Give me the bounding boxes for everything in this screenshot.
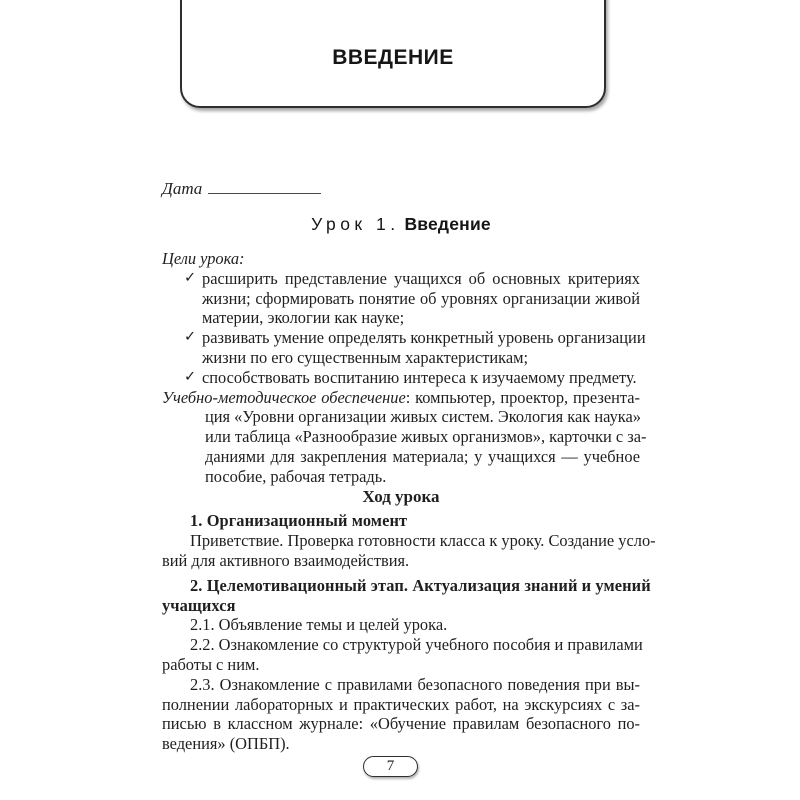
text-line: учащихся xyxy=(162,595,236,615)
page-number: 7 xyxy=(386,758,395,774)
checkmark-icon: ✓ xyxy=(184,329,197,346)
text-line: жизни; сформировать понятие об уровнях организации живой xyxy=(202,288,640,308)
page-number-pill xyxy=(363,756,418,777)
stage-2-3-paragraph xyxy=(162,675,640,754)
chapter-title: ВВЕДЕНИЕ xyxy=(332,46,454,69)
stage-1-heading xyxy=(162,511,640,531)
text-line: расширить представление учащихся об основных критериях xyxy=(202,268,640,288)
bullet-text xyxy=(202,269,640,328)
text-line: даниями для закрепления материала; у учащихся — учебное xyxy=(205,446,640,466)
text-line: 2.1. Объявление темы и целей урока. xyxy=(190,615,448,635)
lesson-title xyxy=(162,214,640,235)
goal-item xyxy=(162,368,640,388)
text-line: 2.3. Ознакомление с правилами безопасного поведения при вы- xyxy=(190,674,640,694)
lesson-flow-heading: Ход урока xyxy=(362,486,440,506)
text-line: способствовать воспитанию интереса к изучаемому предмету. xyxy=(202,367,637,387)
text-line: жизни по его существенным характеристикам; xyxy=(202,347,529,367)
text-line: материи, экологии как науке; xyxy=(202,308,405,328)
chapter-header-box xyxy=(180,0,606,108)
goals-intro: Цели урока: xyxy=(162,249,245,268)
italic-lead: Учебно-методическое обеспечение xyxy=(162,387,406,407)
stage-2-1-paragraph xyxy=(162,615,640,635)
lesson-name: Введение xyxy=(404,214,491,234)
goal-item xyxy=(162,269,640,328)
text-line: вий для активного взаимодействия. xyxy=(162,550,410,570)
text-line: 1. Организационный момент xyxy=(190,511,408,531)
content xyxy=(162,249,656,754)
text-line: ведения» (ОПБП). xyxy=(162,734,290,754)
text-line: пособие, рабочая тетрадь. xyxy=(205,466,387,486)
stage-2-heading xyxy=(162,575,651,616)
text-line: Учебно-методическое обеспечение: компьютер, проектор, презента- xyxy=(162,387,641,407)
text-line: ция «Уровни организации живых систем. Экология как наука» xyxy=(205,407,641,427)
stage-2-2-paragraph xyxy=(162,635,643,675)
bullet-text xyxy=(202,328,646,368)
text-line: Приветствие. Проверка готовности класса к уроку. Создание усло- xyxy=(190,531,656,551)
bullet-text xyxy=(202,368,640,388)
checkmark-icon: ✓ xyxy=(184,368,197,385)
date-line xyxy=(162,178,321,199)
stage-1-paragraph xyxy=(162,531,656,571)
goal-item xyxy=(162,328,646,368)
checkmark-icon: ✓ xyxy=(184,269,197,286)
text-line: работы с ним. xyxy=(162,654,260,674)
text-line: полнении лабораторных и практических работ, на экскурсиях с за- xyxy=(162,694,640,714)
text-line: или таблица «Разнообразие живых организмов», карточки с за- xyxy=(205,427,647,447)
text-line: развивать умение определять конкретный уровень организации xyxy=(202,328,646,348)
date-label: Дата xyxy=(162,179,203,198)
methodical-support-paragraph xyxy=(162,387,647,487)
text-line: 2.2. Ознакомление со структурой учебного пособия и правилами xyxy=(190,635,643,655)
date-blank-line xyxy=(208,178,321,194)
text-line: писью в классном журнале: «Обучение правилам безопасного по- xyxy=(162,714,640,734)
lesson-number: Урок 1. xyxy=(311,214,400,234)
text-line: 2. Целемотивационный этап. Актуализация знаний и умений xyxy=(190,575,651,595)
